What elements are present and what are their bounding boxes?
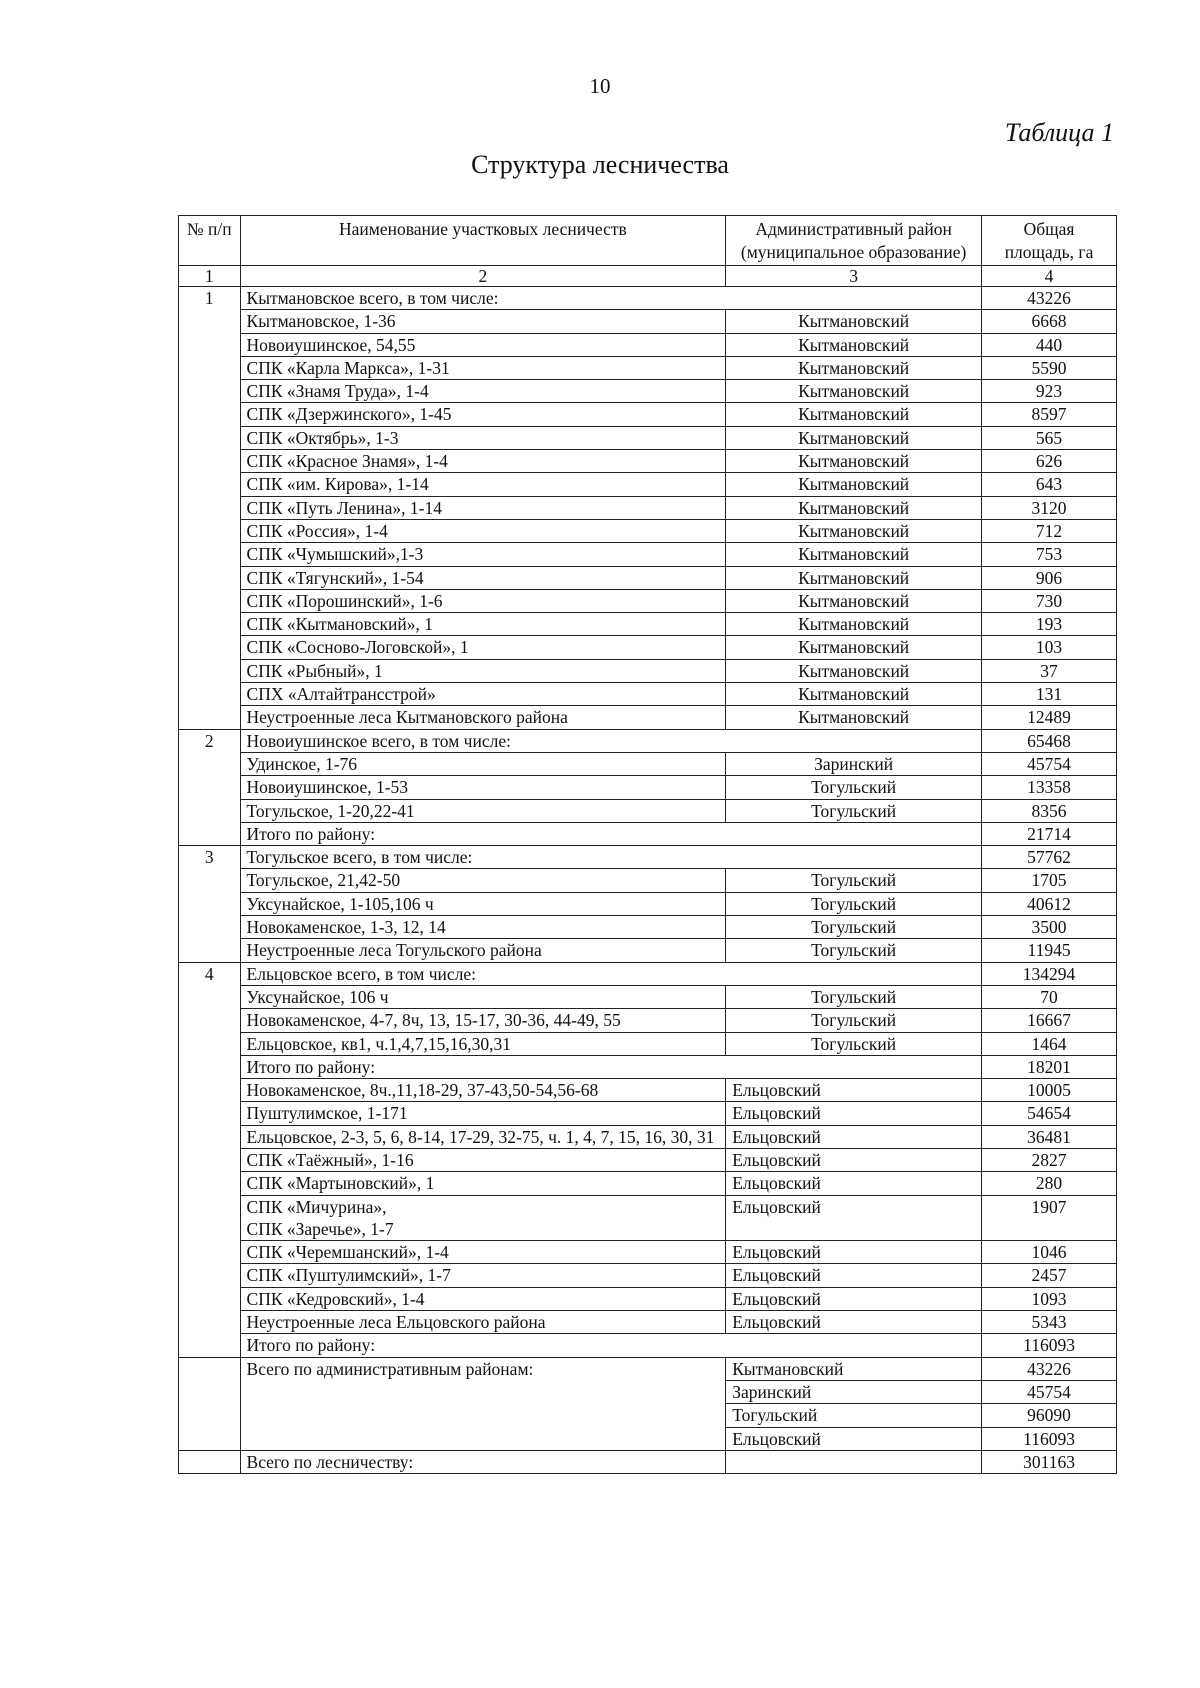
- row-area: 12489: [982, 706, 1117, 729]
- summary-number: [179, 1357, 241, 1450]
- row-name: [240, 799, 726, 822]
- row-name: [240, 939, 726, 962]
- row-name: [240, 1287, 726, 1310]
- row-district: Тогульский: [726, 939, 982, 962]
- row-name-text: СПК «им. Кирова», 1-14: [246, 474, 429, 495]
- column-number: 1: [179, 266, 241, 287]
- table-row: [179, 356, 1117, 379]
- table-row: [179, 473, 1117, 496]
- table-row: [179, 776, 1117, 799]
- table-row: [179, 426, 1117, 449]
- row-number: 4: [179, 962, 241, 1357]
- summary-row: [179, 1357, 1117, 1380]
- page-title: Структура лесничества: [471, 150, 729, 179]
- row-name-text: СПК «Путь Ленина», 1-14: [246, 497, 442, 518]
- row-name-text: СПК «Дзержинского», 1-45: [246, 404, 452, 425]
- row-name: [240, 450, 726, 473]
- row-name-text: Новоиушинское, 1-53: [246, 777, 409, 798]
- row-name-text: Кытмановское, 1-36: [246, 311, 396, 332]
- group-row: [179, 729, 1117, 752]
- row-name: [240, 1148, 726, 1171]
- row-district: Кытмановский: [726, 380, 982, 403]
- row-area: 103: [982, 636, 1117, 659]
- row-area: 193: [982, 613, 1117, 636]
- summary-district: Заринский: [726, 1380, 982, 1403]
- row-area: 40612: [982, 892, 1117, 915]
- row-name-text: СПК «Черемшанский», 1-4: [246, 1242, 449, 1263]
- group-row: [179, 962, 1117, 985]
- row-district: Ельцовский: [726, 1172, 982, 1195]
- column-number: 2: [240, 266, 726, 287]
- row-name: Кытмановское всего, в том числе:: [240, 287, 982, 310]
- table-row: [179, 1172, 1117, 1195]
- row-area: 13358: [982, 776, 1117, 799]
- row-name-text: СПХ «Алтайтрансстрой»: [246, 684, 436, 705]
- row-area: 730: [982, 589, 1117, 612]
- row-name-text: Неустроенные леса Ельцовского района: [246, 1312, 546, 1333]
- table-row: [179, 1195, 1117, 1241]
- table-row: [179, 636, 1117, 659]
- group-row: [179, 287, 1117, 310]
- row-name: [240, 566, 726, 589]
- summary-district: Ельцовский: [726, 1427, 982, 1450]
- row-name: [240, 916, 726, 939]
- row-area: 65468: [982, 729, 1117, 752]
- row-district: Ельцовский: [726, 1241, 982, 1264]
- row-area: 923: [982, 380, 1117, 403]
- row-name-text: Новокаменское, 1-3, 12, 14: [246, 917, 446, 938]
- row-district: Тогульский: [726, 985, 982, 1008]
- row-name-text: СПК «Пуштулимский», 1-7: [246, 1265, 451, 1286]
- row-district: Кытмановский: [726, 473, 982, 496]
- row-name-text: Новокаменское, 4-7, 8ч, 13, 15-17, 30-36, 44-49, 55: [246, 1010, 621, 1031]
- row-name: [240, 1102, 726, 1125]
- page-number: 10: [589, 74, 611, 98]
- row-name-text: Неустроенные леса Тогульского района: [246, 940, 542, 961]
- row-district: Ельцовский: [726, 1195, 982, 1241]
- row-area: 37: [982, 659, 1117, 682]
- row-area: 10005: [982, 1079, 1117, 1102]
- table-row: [179, 892, 1117, 915]
- row-name-text: СПК «Таёжный», 1-16: [246, 1149, 414, 1170]
- table-row: [179, 683, 1117, 706]
- row-name-text: СПК «Тягунский», 1-54: [246, 567, 424, 588]
- table-row: [179, 1241, 1117, 1264]
- table-row: [179, 985, 1117, 1008]
- grand-total-district: [726, 1450, 982, 1473]
- table-row: [179, 1079, 1117, 1102]
- table-row: [179, 1311, 1117, 1334]
- row-area: 753: [982, 543, 1117, 566]
- row-area: 8597: [982, 403, 1117, 426]
- table-row: [179, 1287, 1117, 1310]
- row-area: 134294: [982, 962, 1117, 985]
- forestry-structure-table: [178, 215, 1117, 1474]
- row-name-text: Удинское, 1-76: [246, 753, 358, 774]
- row-area: 906: [982, 566, 1117, 589]
- row-name: [240, 869, 726, 892]
- summary-area: 96090: [982, 1404, 1117, 1427]
- table-row: [179, 1102, 1117, 1125]
- table-row: [179, 589, 1117, 612]
- column-number: 3: [726, 266, 982, 287]
- row-district: Кытмановский: [726, 589, 982, 612]
- summary-district: Тогульский: [726, 1404, 982, 1427]
- row-district: Кытмановский: [726, 403, 982, 426]
- grand-total-label: Всего по лесничеству:: [240, 1450, 726, 1473]
- table-row: [179, 659, 1117, 682]
- column-number-row: [179, 266, 1117, 287]
- row-district: Ельцовский: [726, 1311, 982, 1334]
- row-name: [240, 380, 726, 403]
- row-name: [240, 892, 726, 915]
- row-district: Кытмановский: [726, 333, 982, 356]
- table-row: [179, 1009, 1117, 1032]
- row-name: [240, 543, 726, 566]
- row-name-text: Уксунайское, 106 ч: [246, 986, 389, 1007]
- row-district: Кытмановский: [726, 496, 982, 519]
- table-row: [179, 752, 1117, 775]
- row-district: Тогульский: [726, 776, 982, 799]
- subtotal-row: [179, 1334, 1117, 1357]
- table-row: [179, 519, 1117, 542]
- row-name-text: Ельцовское, 2-3, 5, 6, 8-14, 17-29, 32-75, ч. 1, 4, 7, 15, 16, 30, 31: [246, 1126, 715, 1147]
- row-area: 131: [982, 683, 1117, 706]
- row-name: [240, 613, 726, 636]
- row-district: Кытмановский: [726, 683, 982, 706]
- header-district: Административный район (муниципальное образование): [726, 216, 982, 266]
- row-area: 5343: [982, 1311, 1117, 1334]
- row-name-text: СПК «Карла Маркса», 1-31: [246, 357, 450, 378]
- row-name: [240, 706, 726, 729]
- row-name-text: Тогульское, 21,42-50: [246, 870, 401, 891]
- row-area: 43226: [982, 287, 1117, 310]
- row-name: [240, 1009, 726, 1032]
- row-district: Кытмановский: [726, 519, 982, 542]
- row-name: [240, 589, 726, 612]
- row-name: [240, 356, 726, 379]
- row-district: Ельцовский: [726, 1102, 982, 1125]
- row-name-text: Неустроенные леса Кытмановского района: [246, 707, 568, 728]
- summary-district: Кытмановский: [726, 1357, 982, 1380]
- row-number: 3: [179, 846, 241, 962]
- row-area: 1093: [982, 1287, 1117, 1310]
- row-area: 3120: [982, 496, 1117, 519]
- row-name-text: Уксунайское, 1-105,106 ч: [246, 893, 434, 914]
- row-district: Кытмановский: [726, 450, 982, 473]
- row-area: 1464: [982, 1032, 1117, 1055]
- row-name: [240, 519, 726, 542]
- row-area: 643: [982, 473, 1117, 496]
- row-district: Тогульский: [726, 916, 982, 939]
- row-district: Кытмановский: [726, 543, 982, 566]
- table-row: [179, 310, 1117, 333]
- row-name-text: СПК «Мичурина»,: [246, 1196, 387, 1217]
- row-name: [240, 403, 726, 426]
- row-name: Итого по району:: [240, 822, 982, 845]
- table-row: [179, 939, 1117, 962]
- row-district: Ельцовский: [726, 1287, 982, 1310]
- row-district: Тогульский: [726, 799, 982, 822]
- table-row: [179, 1264, 1117, 1287]
- row-district: Кытмановский: [726, 310, 982, 333]
- header-name: Наименование участковых лесничеств: [240, 216, 726, 266]
- row-area: 1046: [982, 1241, 1117, 1264]
- row-area: 280: [982, 1172, 1117, 1195]
- row-name-text: СПК «Кедровский», 1-4: [246, 1288, 425, 1309]
- row-area: 21714: [982, 822, 1117, 845]
- row-number: 2: [179, 729, 241, 845]
- row-name-text: СПК «Заречье», 1-7: [246, 1218, 394, 1239]
- row-area: 70: [982, 985, 1117, 1008]
- table-row: [179, 1032, 1117, 1055]
- subtotal-row: [179, 1055, 1117, 1078]
- table-row: [179, 916, 1117, 939]
- row-district: Тогульский: [726, 892, 982, 915]
- table-row: [179, 450, 1117, 473]
- row-name: [240, 683, 726, 706]
- row-area: 11945: [982, 939, 1117, 962]
- row-name-text: Новоиушинское, 54,55: [246, 334, 416, 355]
- row-name-text: Тогульское, 1-20,22-41: [246, 800, 415, 821]
- row-name: Тогульское всего, в том числе:: [240, 846, 982, 869]
- table-row: [179, 1148, 1117, 1171]
- row-area: 2827: [982, 1148, 1117, 1171]
- row-district: Кытмановский: [726, 613, 982, 636]
- table-row: [179, 380, 1117, 403]
- row-district: Кытмановский: [726, 426, 982, 449]
- row-name: [240, 985, 726, 1008]
- row-name: Итого по району:: [240, 1055, 982, 1078]
- row-name-text: СПК «Красное Знамя», 1-4: [246, 451, 448, 472]
- row-name-text: СПК «Чумышский»,1-3: [246, 544, 424, 565]
- row-name-text: СПК «Знамя Труда», 1-4: [246, 381, 429, 402]
- table-row: [179, 566, 1117, 589]
- row-area: 712: [982, 519, 1117, 542]
- row-name: [240, 1311, 726, 1334]
- header-row: [179, 216, 1117, 266]
- row-area: 5590: [982, 356, 1117, 379]
- row-name: Новоиушинское всего, в том числе:: [240, 729, 982, 752]
- table-row: [179, 613, 1117, 636]
- row-name-text: СПК «Кытмановский», 1: [246, 614, 433, 635]
- row-area: 1907: [982, 1195, 1117, 1241]
- row-name-text: СПК «Рыбный», 1: [246, 660, 383, 681]
- table-body: [179, 287, 1117, 1474]
- summary-label: Всего по административным районам:: [240, 1357, 726, 1450]
- row-district: Ельцовский: [726, 1264, 982, 1287]
- table-row: [179, 706, 1117, 729]
- header-area: Общая площадь, га: [982, 216, 1117, 266]
- grand-total-area: 301163: [982, 1450, 1117, 1473]
- subtotal-row: [179, 822, 1117, 845]
- header-num: № п/п: [179, 216, 241, 266]
- table-label: Таблица 1: [1004, 118, 1114, 147]
- row-district: Кытмановский: [726, 566, 982, 589]
- table-row: [179, 403, 1117, 426]
- row-name: [240, 310, 726, 333]
- row-area: 6668: [982, 310, 1117, 333]
- row-district: Ельцовский: [726, 1125, 982, 1148]
- summary-area: 116093: [982, 1427, 1117, 1450]
- row-name: [240, 1125, 726, 1148]
- table-row: [179, 496, 1117, 519]
- row-name-text: СПК «Октябрь», 1-3: [246, 427, 399, 448]
- row-district: Тогульский: [726, 1009, 982, 1032]
- row-district: Тогульский: [726, 869, 982, 892]
- table-row: [179, 869, 1117, 892]
- row-name: [240, 1172, 726, 1195]
- row-area: 8356: [982, 799, 1117, 822]
- group-row: [179, 846, 1117, 869]
- row-area: 16667: [982, 1009, 1117, 1032]
- row-name-text: СПК «Россия», 1-4: [246, 520, 388, 541]
- summary-area: 45754: [982, 1380, 1117, 1403]
- row-area: 36481: [982, 1125, 1117, 1148]
- row-area: 1705: [982, 869, 1117, 892]
- row-district: Ельцовский: [726, 1079, 982, 1102]
- row-district: Кытмановский: [726, 659, 982, 682]
- row-name-text: СПК «Мартыновский», 1: [246, 1173, 435, 1194]
- row-name-text: Пуштулимское, 1-171: [246, 1103, 408, 1124]
- row-district: Кытмановский: [726, 356, 982, 379]
- row-area: 2457: [982, 1264, 1117, 1287]
- row-name: [240, 1079, 726, 1102]
- row-name: [240, 333, 726, 356]
- grand-total-number: [179, 1450, 241, 1473]
- row-area: 45754: [982, 752, 1117, 775]
- row-area: 57762: [982, 846, 1117, 869]
- row-name: [240, 659, 726, 682]
- row-name: [240, 1195, 726, 1241]
- row-district: Ельцовский: [726, 1148, 982, 1171]
- table-row: [179, 543, 1117, 566]
- table-row: [179, 333, 1117, 356]
- row-name: [240, 752, 726, 775]
- row-name-text: СПК «Сосново-Логовской», 1: [246, 637, 469, 658]
- row-number: 1: [179, 287, 241, 730]
- row-name: Ельцовское всего, в том числе:: [240, 962, 982, 985]
- row-area: 565: [982, 426, 1117, 449]
- row-area: 18201: [982, 1055, 1117, 1078]
- table-row: [179, 1125, 1117, 1148]
- row-district: Кытмановский: [726, 636, 982, 659]
- row-name: [240, 473, 726, 496]
- table-row: [179, 799, 1117, 822]
- row-district: Заринский: [726, 752, 982, 775]
- grand-total-row: [179, 1450, 1117, 1473]
- column-number: 4: [982, 266, 1117, 287]
- row-name: Итого по району:: [240, 1334, 982, 1357]
- row-name-text: Ельцовское, кв1, ч.1,4,7,15,16,30,31: [246, 1033, 511, 1054]
- row-name: [240, 1032, 726, 1055]
- summary-area: 43226: [982, 1357, 1117, 1380]
- row-name-text: Новокаменское, 8ч.,11,18-29, 37-43,50-54,56-68: [246, 1080, 599, 1101]
- row-area: 3500: [982, 916, 1117, 939]
- row-name-text: СПК «Порошинский», 1-6: [246, 590, 443, 611]
- row-district: Тогульский: [726, 1032, 982, 1055]
- row-name: [240, 496, 726, 519]
- row-district: Кытмановский: [726, 706, 982, 729]
- row-name: [240, 636, 726, 659]
- row-area: 54654: [982, 1102, 1117, 1125]
- row-area: 116093: [982, 1334, 1117, 1357]
- row-name: [240, 426, 726, 449]
- row-name: [240, 776, 726, 799]
- row-name: [240, 1264, 726, 1287]
- row-area: 626: [982, 450, 1117, 473]
- row-name: [240, 1241, 726, 1264]
- row-area: 440: [982, 333, 1117, 356]
